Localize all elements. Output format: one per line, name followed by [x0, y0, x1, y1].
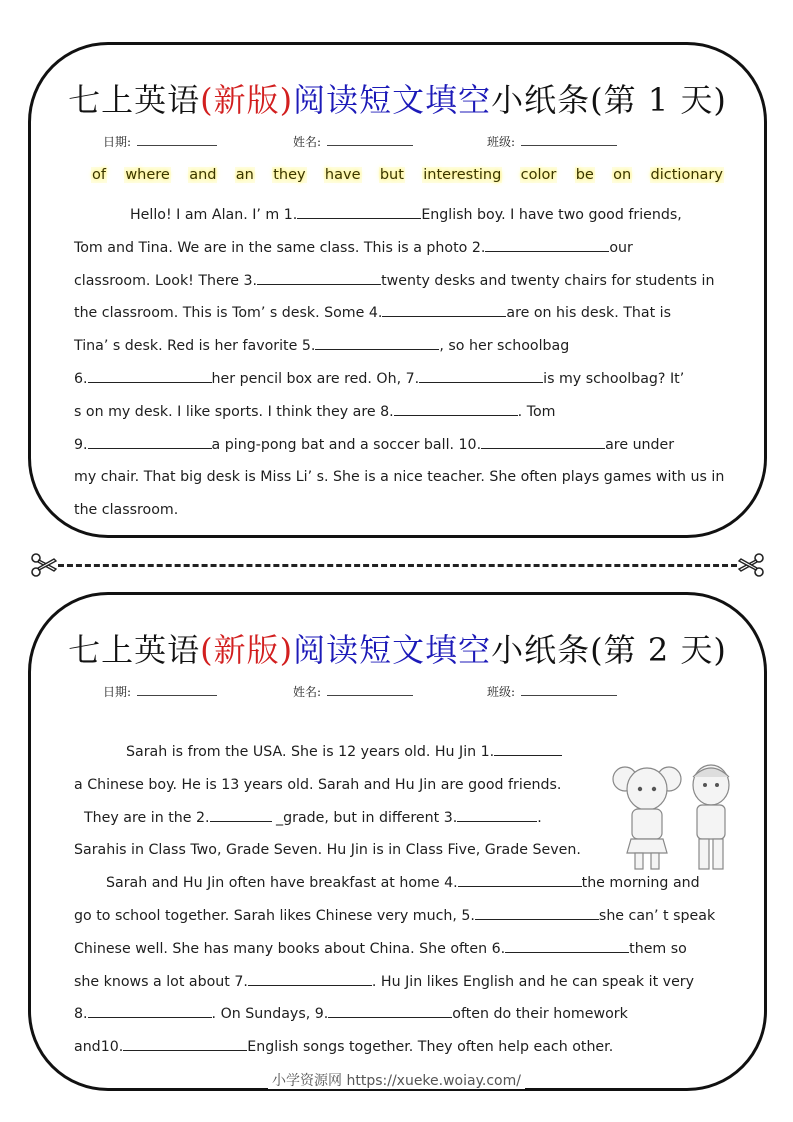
title-part-edition: (新版): [200, 631, 294, 669]
answer-blank-10[interactable]: [481, 434, 605, 449]
passage-segment: 9.: [74, 436, 88, 453]
passage-line: [74, 736, 738, 769]
answer-blank-4[interactable]: [382, 302, 506, 317]
passage-line: [74, 199, 738, 232]
word-bank: [91, 167, 724, 183]
passage-segment: classroom. Look! There 3.: [74, 272, 258, 289]
passage-line: [74, 1031, 738, 1064]
answer-blank-7[interactable]: [248, 971, 372, 986]
class-label: 班级:: [487, 685, 516, 699]
answer-blank-2[interactable]: [485, 237, 609, 252]
passage-segment: a ping-pong bat and a soccer ball. 10.: [211, 436, 482, 453]
watermark-text: 小学资源网 https://xueke.woiay.com/: [268, 1073, 525, 1089]
title-part-topic: 阅读短文填空: [293, 81, 492, 119]
passage-segment: go to school together. Sarah likes Chinese very much, 5.: [74, 907, 475, 924]
word-bank-item: color: [520, 167, 557, 183]
name-field[interactable]: [293, 133, 413, 150]
title-part-edition: (新版): [200, 81, 294, 119]
date-field[interactable]: [103, 133, 217, 150]
title-part-day: 小纸条(第 1 天): [491, 81, 727, 119]
date-label: 日期:: [103, 685, 132, 699]
passage-segment: Tom and Tina. We are in the same class. This is a photo 2.: [74, 239, 486, 256]
passage-segment: a Chinese boy. He is 13 years old. Sarah and Hu Jin are good friends.: [74, 776, 562, 793]
answer-blank-5[interactable]: [475, 905, 599, 920]
passage-segment: are on his desk. That is: [506, 305, 671, 322]
passage-segment: the morning and: [581, 875, 700, 892]
answer-blank-7[interactable]: [419, 368, 543, 383]
passage-segment: she can’ t speak: [598, 907, 716, 924]
answer-blank-3[interactable]: [457, 807, 537, 822]
title-part-day: 小纸条(第 2 天): [491, 631, 727, 669]
answer-blank-3[interactable]: [257, 270, 381, 285]
passage-line: [74, 396, 738, 429]
answer-blank-10[interactable]: [123, 1036, 247, 1051]
passage-segment: s on my desk. I like sports. I think they are 8.: [74, 403, 394, 420]
answer-blank-9[interactable]: [88, 434, 212, 449]
passage-segment: . Tom: [517, 403, 556, 420]
passage-line: [74, 966, 738, 999]
passage-line: [74, 933, 738, 966]
passage-line: [74, 494, 738, 527]
cut-line: [30, 553, 765, 577]
passage-segment: twenty desks and twenty chairs for students in: [381, 272, 715, 289]
passage-segment: are under: [605, 436, 675, 453]
word-bank-item: where: [125, 167, 170, 183]
word-bank-item: be: [575, 167, 594, 183]
passage-segment: . On Sundays, 9.: [211, 1006, 329, 1023]
passage-segment: They are in the 2.: [84, 809, 210, 826]
passage-line: [74, 232, 738, 265]
passage-segment: 8.: [74, 1006, 88, 1023]
dashed-cut-line: [58, 564, 737, 567]
name-label: 姓名:: [293, 685, 322, 699]
date-blank[interactable]: [137, 135, 217, 146]
date-field[interactable]: [103, 683, 217, 700]
answer-blank-1[interactable]: [494, 741, 562, 756]
passage-text: [74, 199, 738, 527]
passage-line: [74, 429, 738, 462]
passage-line: [74, 297, 738, 330]
passage-segment: English songs together. They often help each other.: [247, 1039, 614, 1056]
word-bank-item: have: [324, 167, 361, 183]
passage-segment: often do their homework: [452, 1006, 628, 1023]
passage-line: [74, 461, 738, 494]
word-bank-item: but: [379, 167, 404, 183]
name-blank[interactable]: [327, 685, 413, 696]
passage-line: [74, 330, 738, 363]
word-bank-item: and: [189, 167, 217, 183]
passage-line: [74, 998, 738, 1031]
passage-segment: her pencil box are red. Oh, 7.: [211, 370, 420, 387]
answer-blank-5[interactable]: [315, 335, 439, 350]
class-blank[interactable]: [521, 135, 617, 146]
passage-segment: she knows a lot about 7.: [74, 973, 248, 990]
passage-segment: Chinese well. She has many books about China. She often 6.: [74, 940, 506, 957]
word-bank-item: they: [273, 167, 306, 183]
class-field[interactable]: [487, 133, 617, 150]
scissors-icon: [737, 553, 765, 577]
passage-segment: _grade, but in different 3.: [276, 809, 458, 826]
passage-line: [74, 802, 738, 835]
passage-segment: , so her schoolbag: [439, 338, 570, 355]
worksheet-card-day-2: [28, 592, 767, 1091]
passage-segment: Hello! I am Alan. I’ m 1.: [130, 207, 298, 223]
passage-segment: the classroom.: [74, 502, 179, 519]
passage-segment: Sarahis in Class Two, Grade Seven. Hu Jin is in Class Five, Grade Seven.: [74, 842, 581, 859]
name-label: 姓名:: [293, 135, 322, 149]
passage-line: [74, 834, 738, 867]
passage-segment: and10.: [74, 1039, 124, 1056]
title-part-grade: 七上英语: [68, 631, 201, 669]
answer-blank-1[interactable]: [297, 204, 421, 219]
passage-text: [74, 736, 738, 1064]
answer-blank-6[interactable]: [505, 938, 629, 953]
word-bank-item: on: [613, 167, 632, 183]
passage-line: [74, 265, 738, 298]
passage-segment: my chair. That big desk is Miss Li’ s. She is a nice teacher. She often plays games with us in: [74, 469, 725, 486]
word-bank-item: an: [235, 167, 254, 183]
passage-segment: our: [609, 239, 633, 256]
passage-segment: the classroom. This is Tom’ s desk. Some 4.: [74, 305, 383, 322]
class-blank[interactable]: [521, 685, 617, 696]
class-field[interactable]: [487, 683, 617, 700]
title-part-grade: 七上英语: [68, 81, 201, 119]
date-blank[interactable]: [137, 685, 217, 696]
word-bank-item: of: [92, 167, 106, 183]
scissors-icon: [30, 553, 58, 577]
passage-segment: them so: [629, 940, 687, 957]
name-field[interactable]: [293, 683, 413, 700]
answer-blank-8[interactable]: [394, 401, 518, 416]
date-label: 日期:: [103, 135, 132, 149]
name-blank[interactable]: [327, 135, 413, 146]
passage-line: [74, 769, 738, 802]
passage-segment: Sarah and Hu Jin often have breakfast at home 4.: [106, 875, 458, 892]
passage-segment: Sarah is from the USA. She is 12 years old. Hu Jin 1.: [126, 744, 495, 760]
card-title: [31, 75, 764, 121]
answer-blank-4[interactable]: [458, 872, 582, 887]
watermark: [0, 1070, 793, 1090]
passage-segment: .: [537, 809, 542, 826]
word-bank-item: dictionary: [650, 167, 723, 183]
passage-line: [74, 900, 738, 933]
passage-segment: is my schoolbag? It’: [543, 370, 685, 387]
answer-blank-9[interactable]: [328, 1003, 452, 1018]
passage-segment: 6.: [74, 370, 88, 387]
passage-segment: . Hu Jin likes English and he can speak it very: [371, 973, 695, 990]
answer-blank-6[interactable]: [88, 368, 212, 383]
passage-segment: English boy. I have two good friends,: [421, 207, 682, 223]
word-bank-item: interesting: [423, 167, 502, 183]
passage-segment: Tina’ s desk. Red is her favorite 5.: [74, 338, 316, 355]
title-part-topic: 阅读短文填空: [293, 631, 492, 669]
passage-line: [74, 363, 738, 396]
card-title: [31, 625, 764, 671]
class-label: 班级:: [487, 135, 516, 149]
worksheet-card-day-1: [28, 42, 767, 538]
answer-blank-8[interactable]: [88, 1003, 212, 1018]
answer-blank-2[interactable]: [210, 807, 272, 822]
passage-line: [74, 867, 738, 900]
